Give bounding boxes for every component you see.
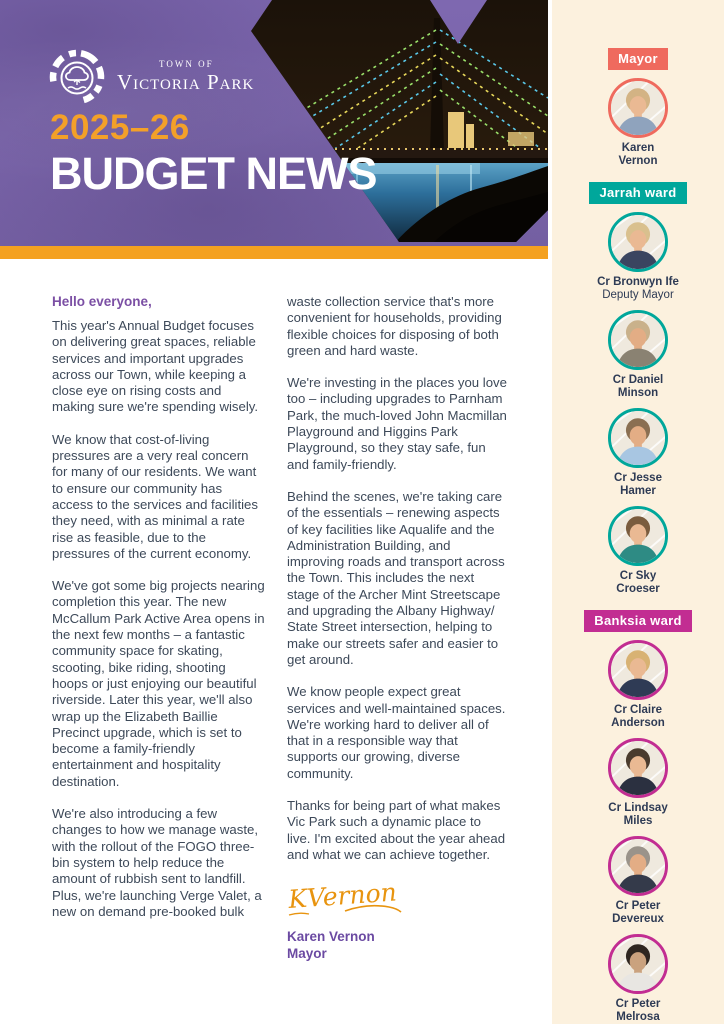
councillor-card (552, 506, 724, 596)
letter-column-1-paragraphs (52, 294, 265, 920)
letter-paragraph: waste collection service that's more convenient for households, providing flexible choices for disposing of both green and hard waste. (287, 294, 502, 358)
budget-year: 2025–26 (50, 108, 190, 147)
councillor-name (552, 802, 724, 828)
councillor-name (552, 142, 724, 168)
orange-accent-bar (0, 246, 548, 259)
councillor-name-line: Karen (621, 142, 655, 154)
letter-column-2-paragraphs (287, 294, 508, 863)
ward-section (552, 182, 724, 596)
person-portrait-icon (611, 643, 665, 697)
councillor-name-line: Vernon (618, 155, 658, 167)
letter-paragraph: We know people expect great services and well-maintained spaces. We're working hard to deliver all of that in a responsible way that supports our growing, diverse community. (287, 684, 506, 781)
letter-paragraph: We know that cost-of-living pressures are a very real concern for many of our residents. We want to ensure our community has access to the services and facilities they need, with as minimal a rate rise as feasible, due to the pressures of the current economy. (52, 431, 258, 561)
councillor-photo (608, 836, 668, 896)
person-portrait-icon (611, 839, 665, 893)
signature-block (287, 879, 508, 962)
councillor-name (552, 900, 724, 926)
person-portrait-icon (611, 215, 665, 269)
masthead (50, 108, 377, 199)
councillor-name-line: Cr Sky (619, 570, 657, 582)
ward-members (552, 212, 724, 596)
councillor-card (552, 738, 724, 828)
letter-paragraph: We're investing in the places you love too – including upgrades to Parnham Park, the much-loved John Macmillan Playground and Higgins Park Playground, so they stay safe, fun and family-friendly. (287, 375, 507, 472)
councillor-name-line: Cr Lindsay (608, 802, 668, 814)
ward-section (552, 48, 724, 168)
ward-badge: Jarrah ward (589, 182, 686, 204)
councillor-name-line: Miles (623, 815, 653, 827)
councillor-card (552, 78, 724, 168)
councillor-name (552, 570, 724, 596)
person-portrait-icon (611, 741, 665, 795)
councillor-name-line: Cr Daniel (612, 374, 664, 386)
letter-paragraph: This year's Annual Budget focuses on delivering great spaces, reliable services and important upgrades across our Town, while keeping a close eye on rising costs and making sure we're spending wisely. (52, 318, 259, 415)
logo-name: Victoria Park (117, 70, 255, 94)
councillor-card (552, 212, 724, 302)
councillor-photo (608, 640, 668, 700)
ward-members (552, 640, 724, 1024)
councillor-name (552, 704, 724, 730)
councillor-name (552, 374, 724, 400)
councillor-role: Deputy Mayor (602, 289, 674, 301)
town-logo (48, 48, 254, 106)
signature-script-text: KVernon (287, 881, 398, 915)
councillor-name-line: Cr Jesse (614, 472, 662, 484)
councillor-name-line: Hamer (620, 485, 656, 497)
letter-column-1 (52, 294, 265, 936)
councillor-name-line: Anderson (611, 717, 665, 729)
councillor-card (552, 934, 724, 1024)
councillor-photo (608, 78, 668, 138)
person-portrait-icon (611, 313, 665, 367)
councillor-photo (608, 506, 668, 566)
town-crest-icon (48, 48, 106, 106)
councillor-name-line: Minson (617, 387, 659, 399)
councillor-card (552, 310, 724, 400)
councillor-name-line: Croeser (616, 583, 660, 595)
page-title: BUDGET NEWS (50, 148, 377, 199)
councillor-name-line: Cr Peter (615, 998, 661, 1010)
ward-badge: Banksia ward (584, 610, 691, 632)
ward-badge: Mayor (608, 48, 668, 70)
logo-town-of: TOWN OF (159, 59, 214, 69)
header-banner (0, 0, 548, 246)
councillor-card (552, 836, 724, 926)
councillors-sidebar (552, 0, 724, 1024)
letter-column-2 (287, 294, 508, 962)
letter-paragraph: Thanks for being part of what makes Vic Park such a dynamic place to live. I'm excited about the year ahead and what we can achieve together. (287, 798, 506, 862)
councillor-photo (608, 738, 668, 798)
councillor-card (552, 640, 724, 730)
councillor-photo (608, 310, 668, 370)
councillor-card (552, 408, 724, 498)
councillor-name-line: Devereux (612, 913, 664, 925)
person-portrait-icon (611, 411, 665, 465)
councillor-name (552, 472, 724, 498)
letter-paragraph: Behind the scenes, we're taking care of the essentials – renewing aspects of key facilities like Aqualife and the Administration Building, and improving roads and transport across the Town. This includes the next stage of the Archer Mint Streetscape and upgrading the Albany Highway/ State Street intersection, helping to make our streets safer and easier to get around. (287, 488, 505, 667)
councillor-name (552, 276, 724, 302)
letter-greeting: Hello everyone, (52, 294, 152, 309)
ward-section (552, 610, 724, 1024)
person-portrait-icon (611, 81, 665, 135)
person-portrait-icon (611, 509, 665, 563)
letter-paragraph: We've got some big projects nearing completion this year. The new McCallum Park Active Area opens in the next few months – a fantastic community space for skating, scooting, bike riding, shooting hoops or just enjoying our beautiful riverside. Later this year, we'll also wrap up the Elizabeth Baillie Precinct upgrade, which is set to become a family-friendly entertainment and hospitality destination. (52, 578, 265, 789)
mayor-signature-icon (287, 881, 407, 921)
councillor-photo (608, 934, 668, 994)
person-portrait-icon (611, 937, 665, 991)
councillor-name-line: Cr Bronwyn Ife (597, 276, 679, 288)
councillor-name-line: Melrosa (616, 1011, 660, 1023)
letter-paragraph: We're also introducing a few changes to how we manage waste, with the rollout of the FOGO three-bin system to help reduce the amount of rubbish sent to landfill. Plus, we're launching Verge Valet, a new on demand pre-booked bulk (52, 806, 262, 919)
councillor-name-line: Cr Claire (614, 704, 662, 716)
councillor-photo (608, 212, 668, 272)
signatory-name: Karen Vernon (287, 929, 375, 945)
ward-members (552, 78, 724, 168)
councillor-name (552, 998, 724, 1024)
councillor-name-line: Cr Peter (615, 900, 661, 912)
logo-text (117, 59, 254, 95)
signatory-role: Mayor (287, 946, 327, 962)
councillor-photo (608, 408, 668, 468)
